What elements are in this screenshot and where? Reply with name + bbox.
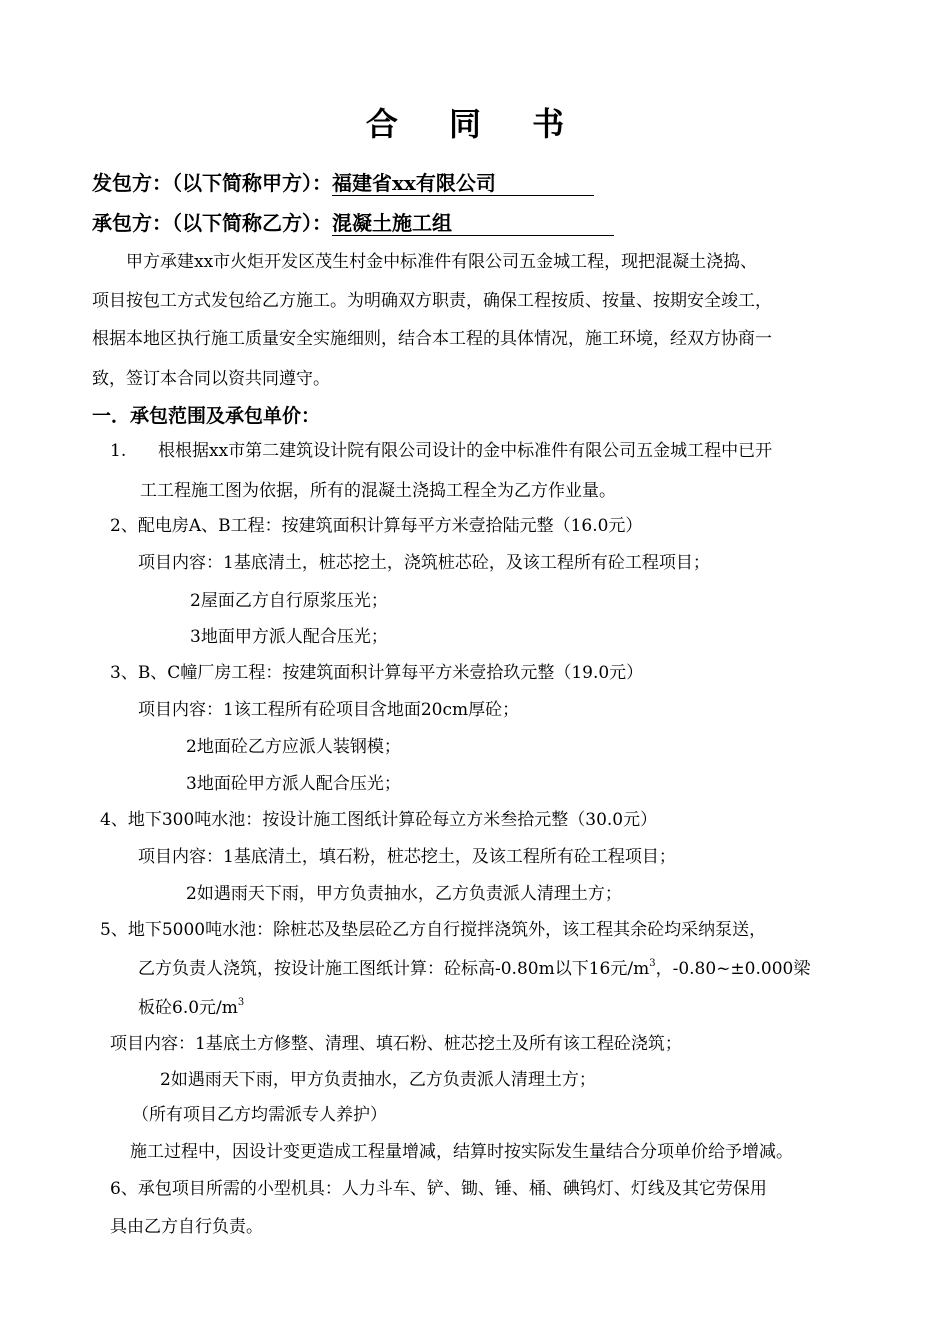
item-2-content-3: 3地面甲方派人配合压光； [190, 627, 388, 647]
item-2-head: 2、配电房A、B工程：按建筑面积计算每平方米壹拾陆元整（16.0元） [110, 516, 643, 536]
intro-line-2: 项目按包工方式发包给乙方施工。为明确双方职责，确保工程按质、按量、按期安全竣工， [92, 291, 772, 311]
item-5-head: 5、地下5000吨水池：除桩芯及垫层砼乙方自行搅拌浇筑外，该工程其余砼均采纳泵送， [100, 920, 767, 940]
item-5-content-2: 2如遇雨天下雨，甲方负责抽水，乙方负责派人清理土方； [160, 1070, 596, 1090]
item-4-content-1: 项目内容：1基底清土，填石粉，桩芯挖土，及该工程所有砼工程项目； [138, 847, 676, 867]
cubic-sup-2: 3 [237, 997, 245, 1009]
party-b-label: 承包方：（以下简称乙方）： [92, 211, 332, 235]
item-3-content-1: 项目内容：1该工程所有砼项目含地面20cm厚砼； [138, 700, 520, 720]
item-3-head: 3、B、C幢厂房工程：按建筑面积计算每平方米壹拾玖元整（19.0元） [110, 663, 644, 683]
item-1-line-2: 工工程施工图为依据，所有的混凝土浇捣工程全为乙方作业量。 [140, 481, 616, 501]
party-b-line [92, 210, 614, 236]
item-5-line-3 [138, 997, 244, 1019]
item-2-content-2: 2屋面乙方自行原浆压光； [190, 591, 388, 611]
adjustment-note: 施工过程中，因设计变更造成工程量增减，结算时按实际发生量结合分项单价给予增减。 [130, 1142, 793, 1162]
item-5-content-1: 项目内容：1基底土方修整、清理、填石粉、桩芯挖土及所有该工程砼浇筑； [110, 1034, 682, 1054]
item-4-content-2: 2如遇雨天下雨，甲方负责抽水，乙方负责派人清理土方； [186, 884, 622, 904]
item-1-number: 1. [110, 441, 127, 461]
intro-line-1: 甲方承建xx市火炬开发区茂生村金中标准件有限公司五金城工程，现把混凝土浇捣、 [126, 252, 758, 272]
section-1-title: 一．承包范围及承包单价： [92, 405, 321, 427]
item-5-line-2a: 乙方负责人浇筑，按设计施工图纸计算：砼标高-0.80m以下16元/m [138, 959, 650, 979]
intro-line-4: 致，签订本合同以资共同遵守。 [92, 369, 330, 389]
item-5-line-3a: 板砼6.0元/m [138, 998, 238, 1018]
item-6-line-1: 6、承包项目所需的小型机具：人力斗车、铲、锄、锤、桶、碘钨灯、灯线及其它劳保用 [110, 1179, 767, 1199]
party-a-line [92, 170, 594, 196]
party-b-value: 混凝土施工组 [332, 211, 614, 236]
item-5-line-2 [138, 958, 810, 980]
item-3-content-2: 2地面砼乙方应派人装钢模； [186, 737, 401, 757]
item-3-content-3: 3地面砼甲方派人配合压光； [186, 774, 401, 794]
cubic-sup-1: 3 [649, 958, 656, 970]
intro-line-3: 根据本地区执行施工质量安全实施细则，结合本工程的具体情况，施工环境，经双方协商一 [92, 329, 772, 349]
item-5-line-2b: ，-0.80~±0.000梁 [655, 959, 811, 979]
item-2-content-1: 项目内容：1基底清土，桩芯挖土，浇筑桩芯砼，及该工程所有砼工程项目； [138, 553, 710, 573]
party-a-label: 发包方：（以下简称甲方）： [92, 171, 332, 195]
party-a-value: 福建省xx有限公司 [332, 171, 594, 196]
item-5-note: （所有项目乙方均需派专人养护） [132, 1105, 387, 1125]
item-4-head: 4、地下300吨水池：按设计施工图纸计算砼每立方米叁拾元整（30.0元） [100, 810, 658, 830]
item-6-line-2: 具由乙方自行负责。 [110, 1217, 263, 1237]
item-1-line-1: 根根据xx市第二建筑设计院有限公司设计的金中标准件有限公司五金城工程中已开 [158, 441, 773, 461]
document-title: 合 同 书 [365, 105, 585, 143]
